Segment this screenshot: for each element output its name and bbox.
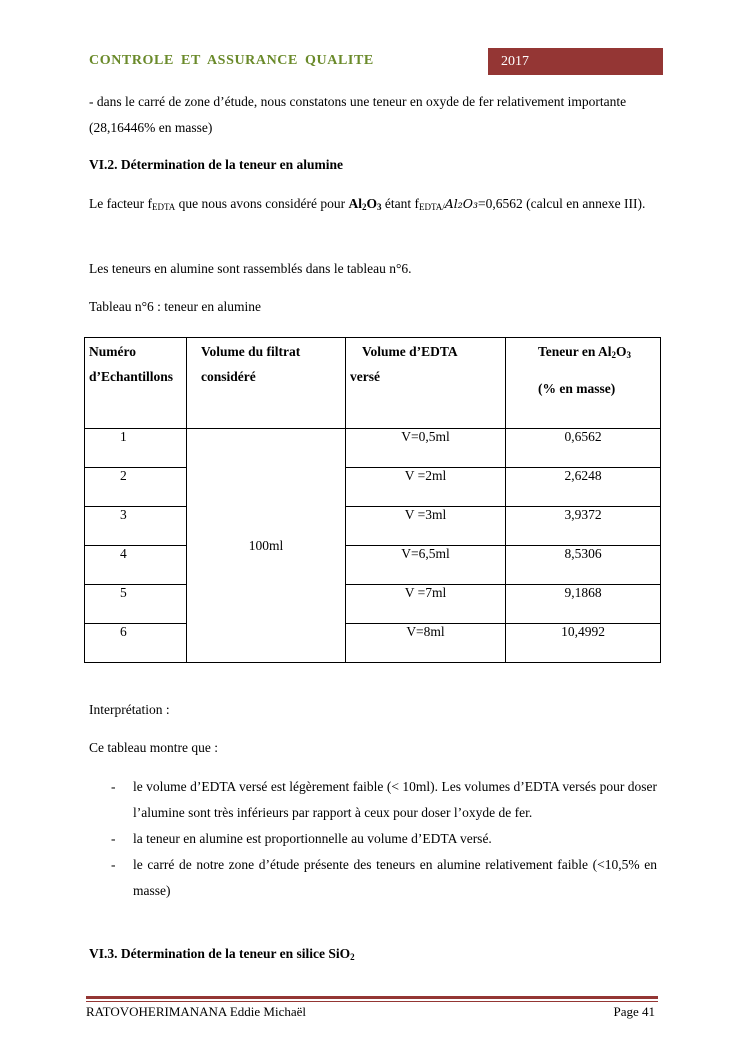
header-edta: Volume d’EDTA versé [346,338,506,429]
cell-teneur: 9,1868 [506,585,661,624]
cell-num: 1 [85,429,187,468]
cell-num: 3 [85,507,187,546]
section-vi2-title: VI.2. Détermination de la teneur en alumine [89,157,343,172]
list-item-text: la teneur en alumine est proportionnelle au volume d’EDTA versé. [133,831,492,846]
footer-author: RATOVOHERIMANANA Eddie Michaël [86,1004,307,1019]
interpretation-list [111,774,657,904]
cell-edta: V=8ml [346,624,506,663]
cell-num: 2 [85,468,187,507]
list-item-text: le volume d’EDTA versé est légèrement faible (< 10ml). Les volumes d’EDTA versés pour doser l’alumine sont très inférieurs par rapport à ceux pour doser l’oxyde de fer. [133,779,657,820]
footer-rule-thin [86,1001,658,1002]
cell-num: 4 [85,546,187,585]
footer-rule-thick [86,996,658,999]
bullet-dash: - [111,779,116,794]
header-title: CONTROLE ET ASSURANCE QUALITE [89,53,374,68]
header-teneur: Teneur en $Al_2O_3$ (% en masse) [506,338,661,429]
bullet-dash: - [111,831,116,846]
header-year: 2017 [488,48,663,75]
section-vi3-title: VI.3. Détermination de la teneur en silice SiO$_2$ [89,946,355,962]
footer-page-number: Page 41 [613,1004,655,1019]
list-item [111,852,657,904]
cell-edta: V=6,5ml [346,546,506,585]
cell-teneur: 10,4992 [506,624,661,663]
cell-edta: V =3ml [346,507,506,546]
cell-edta: V=0,5ml [346,429,506,468]
table-row [85,585,661,624]
list-item [111,774,657,826]
cell-edta: V =7ml [346,585,506,624]
cell-volume: 100ml [187,429,346,663]
table-row [85,624,661,663]
header-num: Numéro d’Echantillons [85,338,187,429]
table-row [85,429,661,468]
cell-teneur: 8,5306 [506,546,661,585]
cell-num: 6 [85,624,187,663]
header-volume: Volume du filtrat considéré [187,338,346,429]
table-header-row [85,338,661,429]
interpretation-label: Interprétation : [89,702,170,717]
bullet-dash: - [111,857,116,872]
list-item-text: le carré de notre zone d’étude présente des teneurs en alumine relativement faible (<10,5% en masse) [133,857,657,898]
cell-teneur: 0,6562 [506,429,661,468]
tableau-montre: Ce tableau montre que : [89,740,218,755]
factor-paragraph: Le facteur $f_{EDTA}$ que nous avons considéré pour $Al_2O_3$ étant $f_{EDTA/}Al_2O_3=0,6562$ (calcul en annexe III). [89,196,646,212]
table-row [85,468,661,507]
table-row [85,546,661,585]
intro-paragraph: - dans le carré de zone d’étude, nous constatons une teneur en oxyde de fer relativement importante (28,16446% en masse) [89,94,627,135]
table-caption: Tableau n°6 : teneur en alumine [89,299,262,314]
cell-teneur: 3,9372 [506,507,661,546]
list-item [111,826,657,852]
table-row [85,507,661,546]
teneurs-paragraph: Les teneurs en alumine sont rassemblés dans le tableau n°6. [89,261,412,276]
cell-teneur: 2,6248 [506,468,661,507]
cell-edta: V =2ml [346,468,506,507]
alumina-table [84,337,661,663]
cell-num: 5 [85,585,187,624]
